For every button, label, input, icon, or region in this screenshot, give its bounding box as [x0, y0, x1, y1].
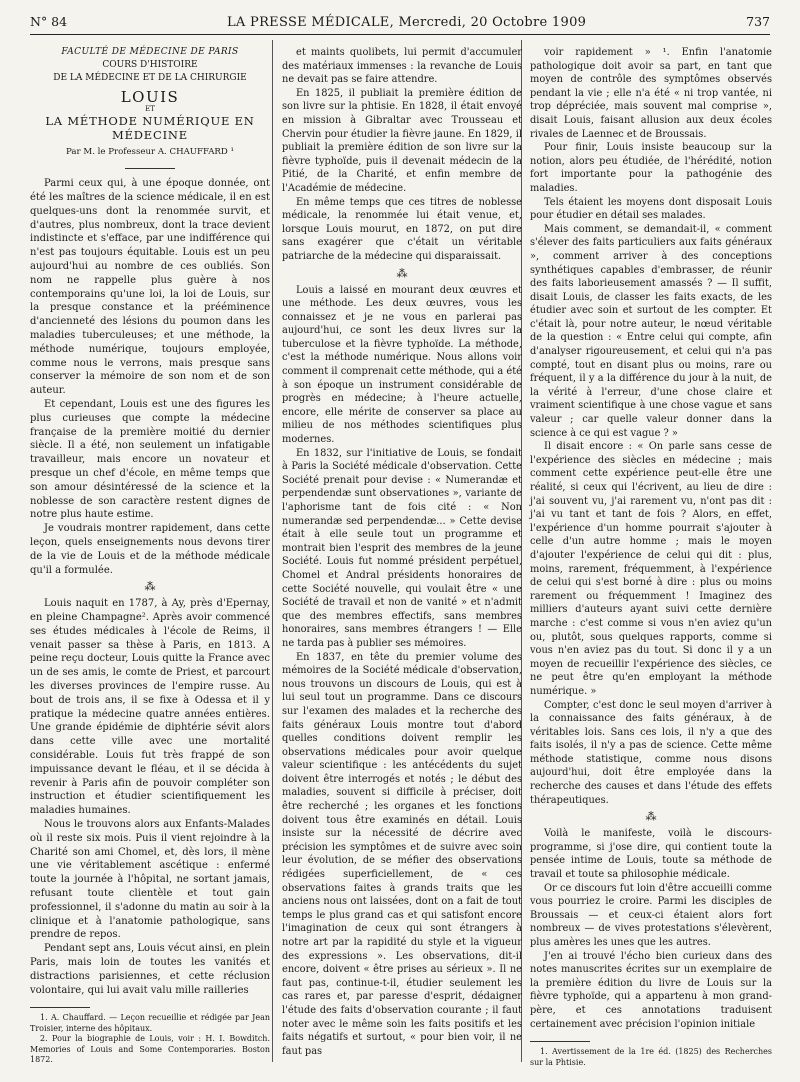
paragraph: En 1837, en tête du premier volume des mémoires de la Société médicale d'observation, nous trouvons un discours de Louis, qui est à lui seul tout un programme. Dans ce discours sur l'examen des malades et la recherche des faits généraux Louis montre tout d'abord quelles conditions doivent remplir les observations médicales pour avoir quelque valeur scientifique : les antécédents du sujet doivent être interrogés et notés ; le début des maladies, souvent si difficile à préciser, doit être recherché ; les organes et les fonctions doivent tous être examinés en détail. Louis insiste sur la nécessité de décrire avec précision les symptômes et de suivre avec soin leur évolution, de se méfier des observations rédigées superficiellement, de « ces observations faites à grands traits que les anciens nous ont laissées, dont on a fait de tout temps le plus grand cas et qui satisfont encore l'imagination de ceux qui sont étrangers à notre art par la rapidité du style et la vigueur des expressions ». Les observations, dit-il encore, doivent « être prises au sérieux ». Il ne faut pas, continue-t-il, étudier seulement les cas rares et, par paresse d'esprit, dédaigner l'étude des faits d'observation courante ; il faut noter avec le même soin les faits positifs et les faits négatifs et surtout, « pour bien voir, il ne faut pas — [282, 651, 522, 1057]
paragraph: Et cependant, Louis est une des figures les plus curieuses que compte la médecine française de la première moitié du dernier siècle. Il a été, non seulement un infatigable travailleur, mais encore un novateur et presque un chef d'école, en même temps que son amour désintéressé de la science et la noblesse de son caractère restent dignes de notre plus haute estime. — [30, 398, 270, 521]
paragraph: Pendant sept ans, Louis vécut ainsi, en plein Paris, mais loin de toutes les vanités et distractions parisiennes, et cette réclusion volontaire, qui lui avait valu mille railleries — [30, 943, 270, 996]
paragraph: Louis a laissé en mourant deux œuvres et une méthode. Les deux œuvres, vous les connaissez et je ne vous en parlerai pas aujourd'hui, ce sont les deux livres sur la tuberculose et la fièvre typhoïde. La méthode, c'est la méthode numérique. Nous allons voir comment il comprenait cette méthode, qui a été à son époque un instrument considérable de progrès en médecine; à l'heure actuelle, encore, elle mérite de conserver sa place au milieu de nos méthodes scientifiques plus modernes. — [282, 284, 522, 446]
paragraph: Je voudrais montrer rapidement, dans cette leçon, quels enseignements nous devons tirer de la vie de Louis et de la méthode médicale qu'il a formulée. — [30, 523, 270, 576]
footnote-rule — [530, 1041, 590, 1042]
paragraph: Parmi ceux qui, à une époque donnée, ont été les maîtres de la science médicale, il en est quelques-uns dont la renommée survit, et d'autres, plus nombreux, dont la trace devient indistincte et s'efface, par une indifférence qui n'est pas toujours équitable. Louis est un peu aujourd'hui au nombre de ces oubliés. Son nom ne rappelle plus guère à nos contemporains qu'une loi, la loi de Louis, sur la presque constance et la prééminence d'ancienneté des lésions du poumon dans les maladies tuberculeuses; et une méthode, la méthode numérique, toujours employée, comme nous le verrons, mais presque sans conserver la mémoire de son nom et de son auteur. — [30, 178, 270, 397]
footnote-rule — [30, 1007, 90, 1008]
section-stars: ⁂ — [645, 810, 657, 824]
paragraph: Compter, c'est donc le seul moyen d'arriver à la connaissance des faits généraux, à de véritables lois. Sans ces lois, il n'y a que des faits isolés, il n'y a pas de science. Cette même méthode statistique, comme nous disons aujourd'hui, doit être employée dans la recherche des causes et dans l'étude des effets thérapeutiques. — [530, 699, 772, 806]
paragraph: Mais comment, se demandait-il, « comment s'élever des faits particuliers aux faits généraux », comment arriver à des conceptions synthétiques capables d'embrasser, de réunir des faits laborieusement amassés ? — Il suffit, disait Louis, de classer les faits exacts, de les étudier avec soin et surtout de les compter. Et c'était là, pour notre auteur, le nœud véritable de la question : « Entre celui qui compte, afin d'analyser rigoureusement, et celui qui n'a pas compté, tout en disant plus ou moins, rare ou fréquent, il y a la différence du jour à la nuit, de la vérité à l'erreur, d'une chose claire et vraiment scientifique à une chose vague et sans valeur ; car quelle valeur donner dans la science à ce qui est vague ? » — [530, 223, 772, 439]
paragraph: Or ce discours fut loin d'être accueilli comme vous pourriez le croire. Parmi les disciples de Broussais — et ceux-ci étaient alors fort nombreux — de vives protestations s'élevèrent, plus amères les unes que les autres. — [530, 882, 772, 948]
issue-number: N° 84 — [30, 14, 68, 29]
footnote: 1. Avertissement de la 1re éd. (1825) des Recherches sur la Phtisie. — [530, 1047, 772, 1067]
column-2 — [282, 46, 522, 1058]
paragraph: Tels étaient les moyens dont disposait Louis pour étudier en détail ses malades. — [530, 196, 772, 222]
paragraph: En même temps que ces titres de noblesse médicale, la renommée lui était venue, et, lorsque Louis mourut, en 1872, on put dire sans exagérer que c'était un véritable patriarche de la médecine qui disparaissait. — [282, 196, 522, 262]
paragraph: En 1832, sur l'initiative de Louis, se fondait à Paris la Société médicale d'observation. Cette Société prenait pour devise : « Numerandæ et perpendendæ sunt observationes », variante de l'aphorisme tant de fois cité : « Non numerandæ sed perpendendæ... » Cette devise était à elle seule tout un programme et montrait bien l'esprit des membres de la jeune Société. Louis fut nommé président perpétuel, Chomel et Andral présidents honoraires de cette Société nouvelle, qui voulait être « une Société de travail et non de vanité » et n'admit que des membres effectifs, sans membres honoraires, sans membres étrangers ! — Elle ne tarda pas à publier ses mémoires. — [282, 447, 522, 649]
paragraph: Pour finir, Louis insiste beaucoup sur la notion, alors peu étudiée, de l'hérédité, notion fort importante pour la pathogénie des maladies. — [530, 142, 772, 194]
article-subtitle: LA MÉTHODE NUMÉRIQUE EN MÉDECINE — [45, 113, 255, 142]
section-stars: ⁂ — [396, 266, 408, 280]
course-line-2: DE LA MÉDECINE ET DE LA CHIRURGIE — [53, 73, 247, 83]
article-title: LOUIS — [120, 88, 180, 106]
paragraph: J'en ai trouvé l'écho bien curieux dans des notes manuscrites écrites sur un exemplaire de la première édition du livre de Louis sur la fièvre typhoïde, qui a appartenu à mon grand-père, et ces annotations traduisent certainement avec précision l'opinion initiale — [530, 950, 772, 1030]
paragraph: Nous le trouvons alors aux Enfants-Malades où il reste six mois. Puis il vient rejoindre à la Charité son ami Chomel, et, dès lors, il mène une vie véritablement ascétique : enfermé toute la journée à l'hôpital, ne sortant jamais, refusant toute clientèle et tout gain professionnel, il s'adonne du matin au soir à la clinique et à l'anatomie pathologique, sans prendre de repos. — [30, 819, 270, 941]
paragraph: voir rapidement » ¹. Enfin l'anatomie pathologique doit avoir sa part, en tant que moyen de contrôle des symptômes observés pendant la vie ; elle n'a été « ni trop vantée, ni trop dépréciée, mais souvent mal comprise », disait Louis, faisant allusion aux deux écoles rivales de Laennec et de Broussais. — [530, 47, 772, 140]
footnote: 2. Pour la biographie de Louis, voir : H. I. Bowditch. Memories of Louis and Some Contemporaries. Boston 1872. — [30, 1034, 270, 1065]
header-rule — [30, 34, 770, 35]
paragraph: Voilà le manifeste, voilà le discours-programme, si j'ose dire, qui contient toute la pensée intime de Louis, toute sa méthode de travail et toute sa philosophie médicale. — [530, 828, 772, 881]
column-1 — [30, 46, 270, 1065]
journal-title: LA PRESSE MÉDICALE, Mercredi, 20 Octobre 1909 — [226, 15, 587, 30]
section-stars: ⁂ — [144, 580, 156, 594]
column-divider — [272, 40, 273, 1062]
paragraph: Il disait encore : « On parle sans cesse de l'expérience des siècles en médecine ; mais comment cette expérience peut-elle être une réalité, si ceux qui l'écrivent, au lieu de dire : j'ai souvent vu, j'ai rarement vu, n'ont pas dit : j'ai vu tant et tant de fois ? Alors, en effet, l'expérience d'un homme pourrait s'ajouter à celle d'un autre homme ; mais le moyen d'ajouter l'expérience de celui qui dit : plus, moins, rarement, fréquemment, à l'expérience de celui qui s'est borné à dire : plus ou moins rarement ou fréquemment ! Imaginez des milliers d'auteurs ayant suivi cette dernière marche : c'est comme si vous n'en aviez qu'un ou, plutôt, sous quelques rapports, comme si vous n'en aviez pas du tout. Si donc il y a un moyen de recueillir l'expérience des siècles, ce ne peut être qu'en employant la méthode numérique. » — [530, 441, 772, 697]
page-number: 737 — [746, 14, 770, 29]
paragraph: Louis naquit en 1787, à Ay, près d'Epernay, en pleine Champagne². Après avoir commencé ses études médicales à l'école de Reims, il venait passer sa thèse à Paris, en 1813. A peine reçu docteur, Louis quitte la France avec un de ses amis, le comte de Priest, et parcourt les diverses provinces de l'empire russe. Au bout de trois ans, il se fixe à Odessa et il y pratique la médecine quatre années entières. Une grande épidémie de diphtérie sévit alors dans cette ville avec une mortalité considérable. Louis fut très frappé de son impuissance devant le fléau, et il se décida à revenir à Paris afin de pouvoir compléter son instruction et étudier scientifiquement les maladies humaines. — [30, 598, 270, 817]
paragraph: En 1825, il publiait la première édition de son livre sur la phtisie. En 1828, il était envoyé en mission à Gibraltar avec Trousseau et Chervin pour étudier la fièvre jaune. En 1829, il publiait la première édition de son livre sur la fièvre typhoïde, puis il devenait médecin de la Pitié, de la Charité, et enfin membre de l'Académie de médecine. — [282, 87, 522, 194]
article-author: Par M. le Professeur A. CHAUFFARD ¹ — [66, 147, 234, 158]
title-connector: ET — [145, 104, 155, 113]
footnote: 1. A. Chauffard. — Leçon recueillie et rédigée par Jean Troisier, interne des hôpitaux. — [30, 1013, 270, 1033]
page-header — [30, 14, 770, 36]
column-3 — [530, 46, 772, 1068]
course-line: COURS D'HISTOIRE — [102, 60, 198, 70]
faculty-line: FACULTÉ DE MÉDECINE DE PARIS — [61, 47, 239, 57]
title-rule — [125, 168, 175, 169]
paragraph: et maints quolibets, lui permit d'accumuler des matériaux immenses : la revanche de Louis ne devait pas se faire attendre. — [282, 47, 522, 86]
